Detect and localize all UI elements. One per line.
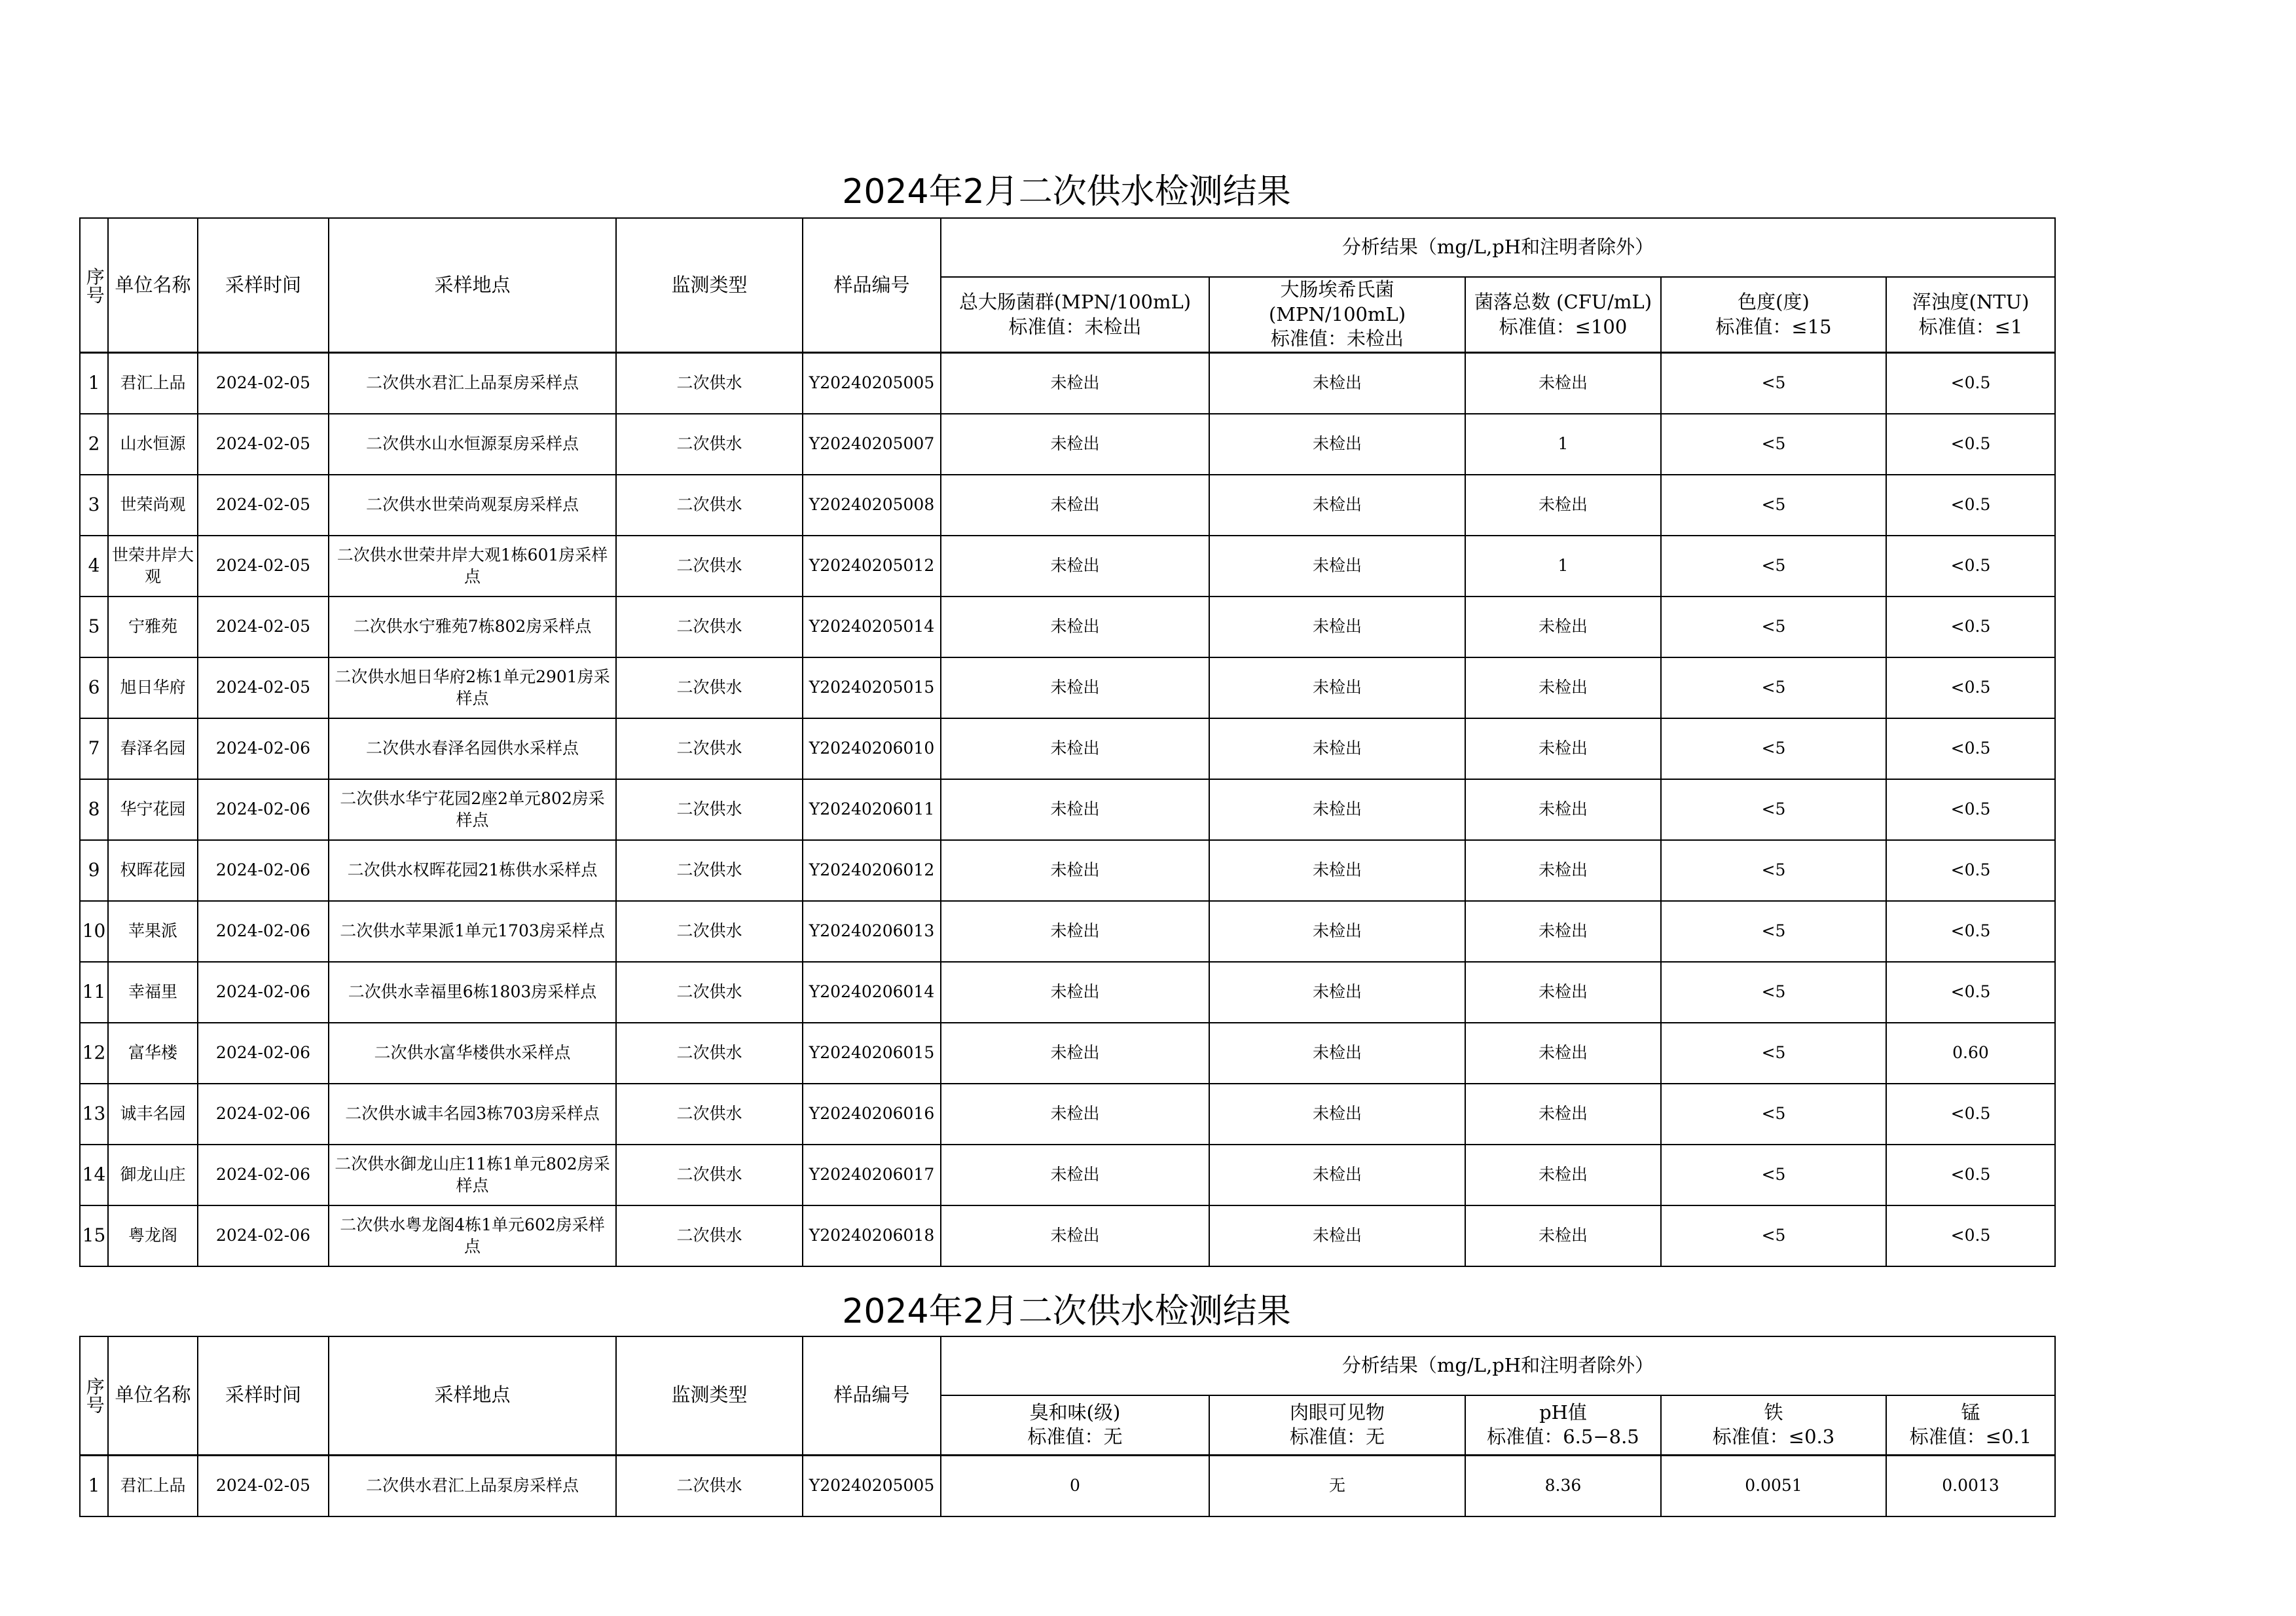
table-cell: <5	[1661, 779, 1886, 840]
table-cell: 2024-02-05	[198, 536, 329, 597]
header-seq: 序号	[80, 1336, 108, 1455]
table-cell: 未检出	[1465, 962, 1661, 1023]
table-cell: 未检出	[941, 536, 1209, 597]
table-cell: Y20240206018	[803, 1205, 941, 1266]
table-cell: Y20240205008	[803, 475, 941, 536]
results-table-2	[79, 1336, 2056, 1517]
table-cell: <0.5	[1886, 536, 2055, 597]
table-cell: 二次供水	[616, 597, 803, 657]
table-cell: 未检出	[1209, 1145, 1465, 1205]
table-cell: 7	[80, 718, 108, 779]
table-row	[80, 536, 2055, 597]
table-cell: <5	[1661, 475, 1886, 536]
table-cell: <0.5	[1886, 901, 2055, 962]
table-cell: 山水恒源	[108, 414, 198, 475]
table-cell: 未检出	[1465, 1205, 1661, 1266]
table-cell: 二次供水世荣井岸大观1栋601房采样点	[329, 536, 616, 597]
table-cell: 未检出	[1465, 718, 1661, 779]
parameter-standard: 标准值：未检出	[1270, 327, 1404, 350]
table-cell: <0.5	[1886, 353, 2055, 414]
table-row	[80, 353, 2055, 414]
table-cell: 二次供水	[616, 414, 803, 475]
table-cell: 世荣尚观	[108, 475, 198, 536]
table-cell: 二次供水苹果派1单元1703房采样点	[329, 901, 616, 962]
table-cell: 二次供水世荣尚观泵房采样点	[329, 475, 616, 536]
parameter-standard: 标准值：≤1	[1918, 315, 2023, 338]
table-cell: 未检出	[1209, 779, 1465, 840]
parameter-name: 锰	[1961, 1401, 1980, 1423]
table-row	[80, 597, 2055, 657]
table-cell: <5	[1661, 1205, 1886, 1266]
table-cell: 2024-02-05	[198, 1455, 329, 1516]
table-cell: <5	[1661, 901, 1886, 962]
header-parameter	[1886, 1395, 2055, 1455]
table-cell: 3	[80, 475, 108, 536]
header-parameter	[1886, 277, 2055, 353]
table-cell: 未检出	[1465, 657, 1661, 718]
table-cell: <5	[1661, 353, 1886, 414]
table-cell: 二次供水御龙山庄11栋1单元802房采样点	[329, 1145, 616, 1205]
table-cell: Y20240206016	[803, 1084, 941, 1145]
table-row	[80, 1205, 2055, 1266]
table-cell: 二次供水富华楼供水采样点	[329, 1023, 616, 1084]
table-cell: <0.5	[1886, 962, 2055, 1023]
table-cell: 二次供水	[616, 475, 803, 536]
header-parameter	[941, 277, 1209, 353]
table-cell: 未检出	[941, 1023, 1209, 1084]
parameter-name: 浑浊度(NTU)	[1912, 290, 2030, 313]
table-cell: 未检出	[941, 475, 1209, 536]
table-cell: 未检出	[1209, 597, 1465, 657]
table-cell: 未检出	[941, 1084, 1209, 1145]
table-cell: 未检出	[1465, 1145, 1661, 1205]
table-cell: 未检出	[941, 1205, 1209, 1266]
table-cell: 2024-02-05	[198, 657, 329, 718]
table-cell: 无	[1209, 1455, 1465, 1516]
table-cell: 未检出	[941, 657, 1209, 718]
table-cell: 8.36	[1465, 1455, 1661, 1516]
parameter-standard: 标准值：≤100	[1499, 315, 1628, 338]
table-row	[80, 657, 2055, 718]
table-cell: 未检出	[941, 779, 1209, 840]
table-row	[80, 901, 2055, 962]
table-cell: 春泽名园	[108, 718, 198, 779]
table-cell: 幸福里	[108, 962, 198, 1023]
table-cell: 0.60	[1886, 1023, 2055, 1084]
table-cell: 二次供水诚丰名园3栋703房采样点	[329, 1084, 616, 1145]
table-cell: 2024-02-05	[198, 597, 329, 657]
table-cell: 未检出	[941, 353, 1209, 414]
table-cell: Y20240205012	[803, 536, 941, 597]
table-cell: 二次供水	[616, 657, 803, 718]
table-cell: 2024-02-06	[198, 1084, 329, 1145]
table-cell: 君汇上品	[108, 1455, 198, 1516]
table-cell: 诚丰名园	[108, 1084, 198, 1145]
parameter-name: 菌落总数 (CFU/mL)	[1474, 290, 1652, 313]
table-cell: Y20240205005	[803, 1455, 941, 1516]
table-cell: 二次供水	[616, 779, 803, 840]
table-cell: 未检出	[1465, 1023, 1661, 1084]
table-cell: 二次供水	[616, 1145, 803, 1205]
table-cell: 2024-02-06	[198, 840, 329, 901]
table-cell: 未检出	[1465, 840, 1661, 901]
table-cell: 二次供水权晖花园21栋供水采样点	[329, 840, 616, 901]
table-cell: 未检出	[1465, 353, 1661, 414]
table-row	[80, 962, 2055, 1023]
table-cell: 5	[80, 597, 108, 657]
table-cell: 未检出	[941, 840, 1209, 901]
table-cell: 0.0051	[1661, 1455, 1886, 1516]
table-cell: Y20240206014	[803, 962, 941, 1023]
table-cell: <5	[1661, 1023, 1886, 1084]
table-cell: 二次供水旭日华府2栋1单元2901房采样点	[329, 657, 616, 718]
header-analysis-results: 分析结果（mg/L,pH和注明者除外）	[941, 218, 2055, 277]
header-sampling-time: 采样时间	[198, 1336, 329, 1455]
table-cell: 未检出	[1209, 475, 1465, 536]
table-cell: 二次供水	[616, 1455, 803, 1516]
parameter-standard: 标准值：≤0.1	[1909, 1425, 2032, 1448]
table-cell: Y20240205015	[803, 657, 941, 718]
table-cell: Y20240206011	[803, 779, 941, 840]
table-cell: Y20240206017	[803, 1145, 941, 1205]
table-cell: 未检出	[1465, 475, 1661, 536]
table-cell: 二次供水	[616, 1205, 803, 1266]
table-cell: 14	[80, 1145, 108, 1205]
header-monitoring-type: 监测类型	[616, 1336, 803, 1455]
parameter-name: 铁	[1764, 1401, 1783, 1423]
table-cell: 未检出	[941, 718, 1209, 779]
table-cell: 二次供水君汇上品泵房采样点	[329, 353, 616, 414]
header-analysis-results: 分析结果（mg/L,pH和注明者除外）	[941, 1336, 2055, 1395]
table-cell: 二次供水	[616, 353, 803, 414]
table-cell: 未检出	[1465, 779, 1661, 840]
table-cell: Y20240205014	[803, 597, 941, 657]
header-sample-id: 样品编号	[803, 218, 941, 353]
table-cell: Y20240206015	[803, 1023, 941, 1084]
table-row	[80, 1023, 2055, 1084]
table-cell: 苹果派	[108, 901, 198, 962]
table-cell: <5	[1661, 597, 1886, 657]
parameter-name: pH值	[1539, 1401, 1587, 1423]
table-cell: 2024-02-05	[198, 353, 329, 414]
table-cell: 1	[80, 353, 108, 414]
table-cell: 10	[80, 901, 108, 962]
table-cell: <0.5	[1886, 657, 2055, 718]
table-cell: <5	[1661, 840, 1886, 901]
table-cell: 1	[1465, 414, 1661, 475]
parameter-name: 总大肠菌群(MPN/100mL)	[958, 290, 1192, 313]
table-cell: 旭日华府	[108, 657, 198, 718]
table-cell: 粤龙阁	[108, 1205, 198, 1266]
table-cell: 未检出	[1209, 536, 1465, 597]
header-monitoring-type: 监测类型	[616, 218, 803, 353]
table-cell: 2	[80, 414, 108, 475]
table-cell: 二次供水	[616, 1084, 803, 1145]
table-cell: 未检出	[1209, 840, 1465, 901]
table-cell: 未检出	[941, 414, 1209, 475]
table-cell: 0	[941, 1455, 1209, 1516]
parameter-standard: 标准值：6.5−8.5	[1487, 1425, 1639, 1448]
table-cell: <0.5	[1886, 1145, 2055, 1205]
header-sampling-location: 采样地点	[329, 1336, 616, 1455]
table-cell: 二次供水	[616, 840, 803, 901]
parameter-standard: 标准值：≤0.3	[1712, 1425, 1835, 1448]
table-cell: <5	[1661, 1145, 1886, 1205]
header-parameter	[1465, 277, 1661, 353]
results-table-1	[79, 217, 2056, 1267]
table-cell: 未检出	[1209, 353, 1465, 414]
table-cell: <5	[1661, 414, 1886, 475]
table-row	[80, 840, 2055, 901]
header-parameter	[1209, 277, 1465, 353]
header-sampling-time: 采样时间	[198, 218, 329, 353]
header-parameter	[1209, 1395, 1465, 1455]
header-parameter	[941, 1395, 1209, 1455]
table-row	[80, 1455, 2055, 1516]
table-row	[80, 718, 2055, 779]
table-cell: 2024-02-06	[198, 718, 329, 779]
parameter-standard: 标准值：无	[1289, 1425, 1385, 1448]
header-parameter	[1661, 277, 1886, 353]
header-sampling-location: 采样地点	[329, 218, 616, 353]
table2-title: 2024年2月二次供水检测结果	[842, 1292, 1291, 1331]
table-cell: <5	[1661, 536, 1886, 597]
table-cell: 二次供水	[616, 718, 803, 779]
table-cell: <0.5	[1886, 1084, 2055, 1145]
table-cell: 御龙山庄	[108, 1145, 198, 1205]
table-cell: 未检出	[1465, 901, 1661, 962]
parameter-standard: 标准值：未检出	[1008, 315, 1142, 338]
table-cell: 1	[1465, 536, 1661, 597]
table-cell: 1	[80, 1455, 108, 1516]
table-cell: 13	[80, 1084, 108, 1145]
table-cell: <0.5	[1886, 1205, 2055, 1266]
table-cell: 未检出	[1209, 1205, 1465, 1266]
header-unit-name: 单位名称	[108, 1336, 198, 1455]
table-cell: 二次供水君汇上品泵房采样点	[329, 1455, 616, 1516]
table-cell: Y20240206013	[803, 901, 941, 962]
table-cell: 未检出	[941, 1145, 1209, 1205]
table-cell: 二次供水华宁花园2座2单元802房采样点	[329, 779, 616, 840]
table-cell: <0.5	[1886, 414, 2055, 475]
table-cell: Y20240206012	[803, 840, 941, 901]
table-cell: 二次供水	[616, 962, 803, 1023]
table-cell: 未检出	[1209, 414, 1465, 475]
table-cell: <0.5	[1886, 779, 2055, 840]
table-cell: Y20240205007	[803, 414, 941, 475]
table-cell: 未检出	[1209, 901, 1465, 962]
table-cell: 未检出	[1209, 962, 1465, 1023]
table-cell: 权晖花园	[108, 840, 198, 901]
table-cell: <5	[1661, 718, 1886, 779]
parameter-name: 臭和味(级)	[1029, 1401, 1121, 1423]
table-cell: 未检出	[1209, 1023, 1465, 1084]
header-unit-name: 单位名称	[108, 218, 198, 353]
table-cell: <0.5	[1886, 840, 2055, 901]
parameter-standard: 标准值：无	[1027, 1425, 1123, 1448]
table-cell: 12	[80, 1023, 108, 1084]
table-cell: 2024-02-05	[198, 414, 329, 475]
table-cell: 二次供水	[616, 1023, 803, 1084]
table-cell: Y20240206010	[803, 718, 941, 779]
table-cell: 未检出	[1209, 657, 1465, 718]
table-cell: 二次供水	[616, 901, 803, 962]
table-cell: 二次供水	[616, 536, 803, 597]
table-cell: 2024-02-05	[198, 475, 329, 536]
table-row	[80, 475, 2055, 536]
table-row	[80, 1084, 2055, 1145]
table-cell: 二次供水幸福里6栋1803房采样点	[329, 962, 616, 1023]
header-sample-id: 样品编号	[803, 1336, 941, 1455]
table-row	[80, 1145, 2055, 1205]
table-cell: 2024-02-06	[198, 1205, 329, 1266]
table-cell: <0.5	[1886, 718, 2055, 779]
table-cell: 华宁花园	[108, 779, 198, 840]
table-cell: 二次供水春泽名园供水采样点	[329, 718, 616, 779]
table-cell: <0.5	[1886, 475, 2055, 536]
header-seq: 序号	[80, 218, 108, 353]
table-cell: 未检出	[1209, 1084, 1465, 1145]
table-cell: 4	[80, 536, 108, 597]
table-cell: 未检出	[941, 901, 1209, 962]
table-cell: <0.5	[1886, 597, 2055, 657]
header-parameter	[1661, 1395, 1886, 1455]
parameter-name: 色度(度)	[1738, 290, 1810, 313]
table-cell: 二次供水山水恒源泵房采样点	[329, 414, 616, 475]
table-cell: 未检出	[1465, 1084, 1661, 1145]
table-cell: 未检出	[941, 597, 1209, 657]
table-row	[80, 779, 2055, 840]
table-cell: 世荣井岸大观	[108, 536, 198, 597]
table-cell: <5	[1661, 1084, 1886, 1145]
table-cell: 君汇上品	[108, 353, 198, 414]
table-cell: 2024-02-06	[198, 1145, 329, 1205]
table-cell: 2024-02-06	[198, 1023, 329, 1084]
table-cell: 富华楼	[108, 1023, 198, 1084]
table-cell: Y20240205005	[803, 353, 941, 414]
table-cell: 未检出	[1465, 597, 1661, 657]
table-row	[80, 414, 2055, 475]
table-cell: <5	[1661, 962, 1886, 1023]
table-cell: 11	[80, 962, 108, 1023]
table-cell: 2024-02-06	[198, 901, 329, 962]
table-cell: 宁雅苑	[108, 597, 198, 657]
parameter-name: 肉眼可见物	[1289, 1401, 1385, 1423]
table-cell: 未检出	[941, 962, 1209, 1023]
table-cell: 2024-02-06	[198, 962, 329, 1023]
table-cell: 15	[80, 1205, 108, 1266]
table-cell: 9	[80, 840, 108, 901]
table-cell: 0.0013	[1886, 1455, 2055, 1516]
table-cell: 2024-02-06	[198, 779, 329, 840]
parameter-standard: 标准值：≤15	[1715, 315, 1832, 338]
parameter-name: 大肠埃希氏菌(MPN/100mL)	[1268, 278, 1406, 325]
table-cell: 8	[80, 779, 108, 840]
table-cell: 6	[80, 657, 108, 718]
table1-title: 2024年2月二次供水检测结果	[842, 172, 1291, 211]
table-cell: 二次供水宁雅苑7栋802房采样点	[329, 597, 616, 657]
header-parameter	[1465, 1395, 1661, 1455]
table-cell: <5	[1661, 657, 1886, 718]
table-cell: 未检出	[1209, 718, 1465, 779]
table-cell: 二次供水粤龙阁4栋1单元602房采样点	[329, 1205, 616, 1266]
